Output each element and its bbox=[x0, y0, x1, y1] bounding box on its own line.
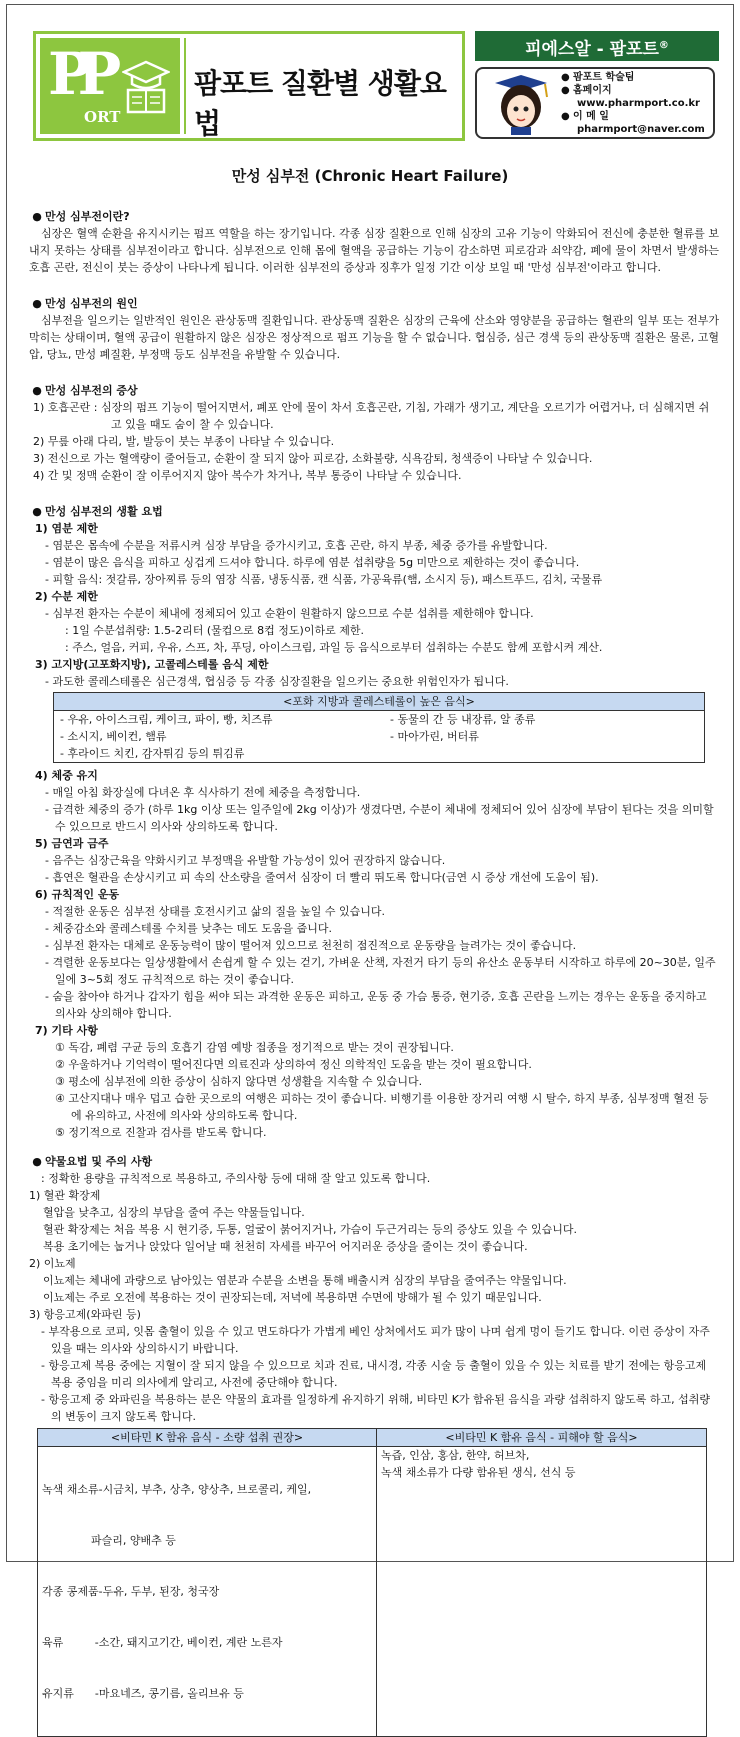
contact-card bbox=[475, 67, 715, 139]
homepage-label: 홈페이지 bbox=[573, 85, 612, 96]
subheading: 3) 항응고제(와파린 등) bbox=[29, 1308, 141, 1321]
logo-letters: PP bbox=[48, 40, 108, 108]
logo-sub: ORT bbox=[84, 108, 121, 126]
list-item: - 염분이 많은 음식을 피하고 싱겁게 드셔야 합니다. 하루에 염분 섭취량을 5g 미만으로 제한하는 것이 좋습니다. bbox=[45, 556, 580, 569]
list-item: 4) 간 및 정맥 순환이 잘 이루어지지 않아 복수가 차거나, 복부 통증이 나타날 수 있습니다. bbox=[33, 469, 462, 482]
list-item: - 격렬한 운동보다는 일상생활에서 손쉽게 할 수 있는 걷기, 가벼운 산책, 자전거 타기 등의 유산소 운동부터 시작하고 하루에 20~30분, 일주일에 3~5회 정도 규칙적으로 하는 것이 좋습니다. bbox=[45, 956, 716, 986]
list-item: 혈관 확장제는 처음 복용 시 현기증, 두통, 얼굴이 붉어지거나, 가슴이 두근거리는 등의 증상도 있을 수 있습니다. bbox=[43, 1223, 577, 1236]
list-item: : 1일 수분섭취량: 1.5-2리터 (물컵으로 8컵 정도)이하로 제한. bbox=[65, 624, 364, 637]
list-item: 이뇨제는 체내에 과량으로 남아있는 염분과 수분을 소변을 통해 배출시켜 심장의 부담을 줄여주는 약물입니다. bbox=[43, 1274, 567, 1287]
page bbox=[6, 4, 734, 1700]
box-row: - 후라이드 치킨, 감자튀김 등의 튀김류 bbox=[60, 747, 245, 760]
list-item: - 숨을 참아야 하거나 갑자기 힘을 써야 되는 과격한 운동은 피하고, 운동 중 가슴 통증, 현기증, 호흡 곤란을 느끼는 경우는 운동을 중지하고 의사와 상의해야 합니다. bbox=[45, 990, 707, 1020]
list-item: ⑤ 정기적으로 진찰과 검사를 받도록 합니다. bbox=[55, 1126, 267, 1139]
vitamin-k-table bbox=[37, 1428, 707, 1737]
subheading: 2) 이뇨제 bbox=[29, 1257, 76, 1270]
list-item: 혈압을 낮추고, 심장의 부담을 줄여 주는 약물들입니다. bbox=[43, 1206, 305, 1219]
box-title: <포화 지방과 콜레스테롤이 높은 음식> bbox=[54, 693, 704, 711]
subheading: 3) 고지방(고포화지방), 고콜레스테롤 음식 제한 bbox=[35, 658, 269, 671]
graduation-cap-book-icon bbox=[122, 60, 170, 116]
brand-title-bar bbox=[475, 31, 719, 61]
list-item: - 심부전 환자는 대체로 운동능력이 많이 떨어져 있으므로 천천히 점진적으로 운동량을 늘려가는 것이 좋습니다. bbox=[45, 939, 577, 952]
email-label: 이 메 일 bbox=[573, 111, 609, 122]
paragraph: 심장은 혈액 순환을 유지시키는 펌프 역할을 하는 장기입니다. 각종 심장 질환으로 인해 심장의 고유 기능이 악화되어 전신에 충분한 혈류를 보내지 못하는 상태를 심부전이라고 합니다. 심부전으로 인해 몸에 혈액을 공급하는 기능이 감소하면 피로감과 쇠약감, 폐에 물이 차면서 발생하는 호흡 곤란, 전신이 붓는 증상이 나타나게 됩니다. 이러한 심부전의 증상과 징후가 일정 기간 이상 보일 때 '만성 심부전'이라고 합니다. bbox=[29, 227, 719, 274]
section-heading: ● 만성 심부전이란? bbox=[32, 210, 130, 223]
subheading: 7) 기타 사항 bbox=[35, 1024, 98, 1037]
table-cell: 녹색 채소류-시금치, 부추, 상추, 양상추, 브로콜리, 케일, 파슬리, 양배추 등 각종 콩제품-두유, 두부, 된장, 청국장 육류 -소간, 돼지고기간, 베이컨, 계란 노른자 유지류 -마요네즈, 콩기름, 올리브유 등 bbox=[38, 1447, 377, 1737]
contact-info: ● 팜포트 학술팀 ● 홈페이지 www.pharmport.co.kr ● 이 메 일 pharmport@naver.com bbox=[561, 71, 713, 136]
email-address[interactable]: pharmport@naver.com bbox=[577, 124, 705, 135]
section-heading: ● 만성 심부전의 증상 bbox=[32, 384, 138, 397]
section-heading: ● 약물요법 및 주의 사항 bbox=[32, 1155, 153, 1168]
list-item: ③ 평소에 심부전에 의한 증상이 심하지 않다면 성생활을 지속할 수 있습니다. bbox=[55, 1075, 423, 1088]
subheading: 1) 염분 제한 bbox=[35, 522, 98, 535]
list-item: - 매일 아침 화장실에 다녀온 후 식사하기 전에 체중을 측정합니다. bbox=[45, 786, 361, 799]
paragraph: : 정확한 용량을 규칙적으로 복용하고, 주의사항 등에 대해 잘 알고 있도록 합니다. bbox=[41, 1172, 431, 1185]
list-item: - 체중감소와 콜레스테롤 수치를 낮추는 데도 도움을 줍니다. bbox=[45, 922, 332, 935]
list-item: 2) 무릎 아래 다리, 발, 발등이 붓는 부종이 나타날 수 있습니다. bbox=[33, 435, 335, 448]
list-item: - 심부전 환자는 수분이 체내에 정체되어 있고 순환이 원활하지 않으므로 수분 섭취를 제한해야 합니다. bbox=[45, 607, 534, 620]
logo-title: 팜포트 질환별 생활요법 bbox=[194, 67, 446, 140]
homepage-url[interactable]: www.pharmport.co.kr bbox=[577, 98, 700, 109]
team-label: 팜포트 학술팀 bbox=[573, 72, 635, 83]
list-item: ④ 고산지대나 매우 덥고 습한 곳으로의 여행은 피하는 것이 좋습니다. 비행기를 이용한 장거리 여행 시 탈수, 하지 부종, 심부정맥 혈전 등에 유의하고, 사전에 의사와 상의하도록 합니다. bbox=[55, 1092, 709, 1122]
list-item: - 급격한 체중의 증가 (하루 1kg 이상 또는 일주일에 2kg 이상)가 생겼다면, 수분이 체내에 정체되어 있어 심장에 부담이 된다는 것을 의미할 수 있으므로 반드시 의사와 상의하도록 합니다. bbox=[45, 803, 714, 833]
brand-title: 피에스알 - 팜포트 bbox=[525, 39, 659, 60]
list-item: - 항응고제 중 와파린을 복용하는 분은 약물의 효과를 일정하게 유지하기 위해, 비타민 K가 함유된 음식을 과량 섭취하지 않도록 하고, 섭취량의 변동이 크지 않도록 합니다. bbox=[41, 1393, 711, 1423]
list-item: - 흡연은 혈관을 손상시키고 피 속의 산소량을 줄여서 심장이 더 빨리 뛰도록 합니다(금연 시 증상 개선에 도움이 됨). bbox=[45, 871, 599, 884]
list-item: 이뇨제는 주로 오전에 복용하는 것이 권장되는데, 저녁에 복용하면 수면에 방해가 될 수 있기 때문입니다. bbox=[43, 1291, 542, 1304]
list-item: ① 독감, 폐렴 구균 등의 호흡기 감염 예방 접종을 정기적으로 받는 것이 권장됩니다. bbox=[55, 1041, 454, 1054]
list-item: - 피할 음식: 젓갈류, 장아찌류 등의 염장 식품, 냉동식품, 캔 식품, 가공육류(햄, 소시지 등), 패스트푸드, 김치, 국물류 bbox=[45, 573, 603, 586]
box-row: - 우유, 아이스크림, 케이크, 파이, 빵, 치즈류 - 동물의 간 등 내장류, 알 종류 bbox=[60, 713, 536, 726]
subheading: 6) 규칙적인 운동 bbox=[35, 888, 120, 901]
registered-mark: ® bbox=[658, 40, 669, 51]
document-body bbox=[29, 208, 719, 1737]
list-item: 1) 호흡곤란 : 심장의 펌프 기능이 떨어지면서, 폐포 안에 물이 차서 호흡곤란, 기침, 가래가 생기고, 계단을 오르기가 어렵거나, 더 심해지면 쉬고 있을 때도 숨이 찰 수 있습니다. bbox=[33, 401, 710, 431]
list-item: ② 우울하거나 기억력이 떨어진다면 의료진과 상의하여 정신 의학적인 도움을 받는 것이 필요합니다. bbox=[55, 1058, 532, 1071]
list-item: : 주스, 얼음, 커피, 우유, 스프, 차, 푸딩, 아이스크림, 과일 등 음식으로부터 섭취하는 수분도 함께 포함시켜 계산. bbox=[65, 641, 603, 654]
table-header: <비타민 K 함유 음식 - 피해야 할 음식> bbox=[377, 1429, 707, 1447]
logo-banner bbox=[33, 31, 465, 141]
box-row: - 소시지, 베이컨, 햄류 - 마아가린, 버터류 bbox=[60, 730, 479, 743]
subheading: 5) 금연과 금주 bbox=[35, 837, 109, 850]
paragraph: 심부전을 일으키는 일반적인 원인은 관상동맥 질환입니다. 관상동맥 질환은 심장의 근육에 산소와 영양분을 공급하는 혈관의 일부 또는 전부가 막히는 상태이며, 혈액 공급이 원활하지 않은 심장은 정상적으로 펌프 기능을 할 수 없습니다. 협심증, 심근 경색 등의 관상동맥 질환은 물론, 고혈압, 당뇨, 만성 폐질환, 부정맥 등도 심부전을 유발할 수 있습니다. bbox=[29, 314, 719, 361]
subheading: 2) 수분 제한 bbox=[35, 590, 98, 603]
list-item: - 적절한 운동은 심부전 상태를 호전시키고 삶의 질을 높일 수 있습니다. bbox=[45, 905, 385, 918]
list-item: - 염분은 몸속에 수분을 저류시켜 심장 부담을 증가시키고, 호흡 곤란, 하지 부종, 체중 증가를 유발합니다. bbox=[45, 539, 548, 552]
subheading: 4) 체중 유지 bbox=[35, 769, 98, 782]
brand-panel bbox=[475, 31, 719, 141]
table-cell: 녹즙, 인삼, 홍삼, 한약, 허브차, 녹색 채소류가 다량 함유된 생식, 선식 등 bbox=[377, 1447, 707, 1737]
document-title: 만성 심부전 (Chronic Heart Failure) bbox=[231, 167, 509, 185]
list-item: 3) 전신으로 가는 혈액량이 줄어들고, 순환이 잘 되지 않아 피로감, 소화불량, 식욕감퇴, 청색증이 나타날 수 있습니다. bbox=[33, 452, 593, 465]
list-item: - 항응고제 복용 중에는 지혈이 잘 되지 않을 수 있으므로 치과 진료, 내시경, 각종 시술 등 출혈이 있을 수 있는 치료를 받기 전에는 항응고제 복용 중임을 미리 의사에게 알리고, 사전에 중단해야 합니다. bbox=[41, 1359, 707, 1389]
list-item: - 과도한 콜레스테롤은 심근경색, 협심증 등 각종 심장질환을 일으키는 중요한 위험인자가 됩니다. bbox=[45, 675, 509, 688]
subheading: 1) 혈관 확장제 bbox=[29, 1189, 101, 1202]
list-item: - 음주는 심장근육을 약화시키고 부정맥을 유발할 가능성이 있어 권장하지 않습니다. bbox=[45, 854, 446, 867]
list-item: 복용 초기에는 눕거나 앉았다 일어날 때 천천히 자세를 바꾸어 어지러운 증상을 줄이는 것이 좋습니다. bbox=[43, 1240, 528, 1253]
pharmport-logo bbox=[40, 38, 180, 134]
cholesterol-food-box bbox=[53, 692, 705, 763]
section-heading: ● 만성 심부전의 생활 요법 bbox=[32, 505, 163, 518]
table-header: <비타민 K 함유 음식 - 소량 섭취 권장> bbox=[38, 1429, 377, 1447]
pharmacist-avatar-icon bbox=[485, 73, 557, 135]
section-heading: ● 만성 심부전의 원인 bbox=[32, 297, 138, 310]
list-item: - 부작용으로 코피, 잇몸 출혈이 있을 수 있고 면도하다가 가볍게 베인 상처에서도 피가 많이 나며 쉽게 멍이 들기도 합니다. 이런 증상이 자주 있을 때는 의사와 상의하시기 바랍니다. bbox=[41, 1325, 710, 1355]
